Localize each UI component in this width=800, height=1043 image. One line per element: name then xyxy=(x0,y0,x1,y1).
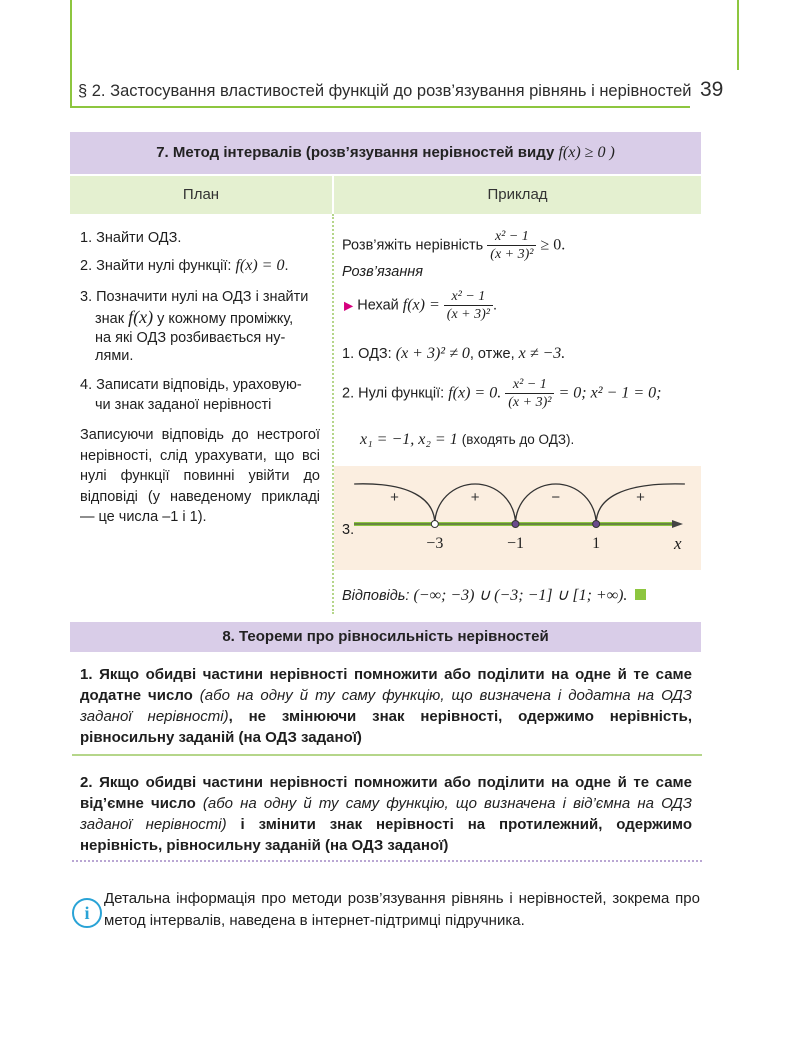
info-text: Детальна інформація про методи розв’язування рівнянь і нерівностей, зокрема про метод інтервалів, наведена в інтернет-підтримці підручника. xyxy=(104,890,700,929)
fraction-denominator: (x + 3)² xyxy=(446,307,490,322)
zeros-lhs: f(x) = 0. xyxy=(448,384,502,402)
frame-right-line xyxy=(737,0,739,70)
odz-math: (x + 3)² ≠ 0 xyxy=(395,345,470,362)
point-label: −1 xyxy=(506,535,524,552)
example-task xyxy=(342,228,565,263)
axis-arrow-icon xyxy=(672,520,683,528)
open-point xyxy=(431,521,438,528)
theorem-1 xyxy=(80,664,692,748)
section7-title-math: f(x) ≥ 0 ) xyxy=(558,144,615,161)
point-label: 1 xyxy=(592,535,601,552)
fraction-numerator: x² − 1 xyxy=(444,288,493,306)
page-number: 39 xyxy=(700,78,724,101)
column-header-example: Приклад xyxy=(334,176,701,214)
info-icon: i xyxy=(72,898,102,928)
plan-step-2 xyxy=(80,256,288,276)
example-zeros xyxy=(342,376,661,411)
odz-mid: , отже, xyxy=(469,346,515,362)
zeros-mid: = 0; xyxy=(558,384,587,402)
interval-sign: − xyxy=(551,489,561,506)
answer-label: Відповідь: xyxy=(342,588,410,604)
closed-point xyxy=(593,521,600,528)
roots-note: (входять до ОДЗ). xyxy=(461,432,575,447)
plan-step-3-b1: знак xyxy=(95,311,125,327)
plan-step-2-math: f(x) = 0 xyxy=(235,257,285,274)
running-header: § 2. Застосування властивостей функцій до розв’язування рівнянь і нерівностей xyxy=(78,82,692,100)
odz-result: x ≠ −3. xyxy=(518,345,566,362)
theorem-1-bold-a: 1. Якщо обидві частини нерівності помножити або поділити на одне й те саме додатне число xyxy=(80,666,692,704)
zeros-fraction xyxy=(505,376,554,411)
plan-note: Записуючи відповідь до нестрогої нерівності, слід урахувати, що всі нулі функції повинні увійти до відповіді (у наведеному прикладі — це числа –1 і 1). xyxy=(80,427,320,525)
solution-label: Розв’язання xyxy=(342,264,424,280)
plan-step-4-line-a: 4. Записати відповідь, ураховую- xyxy=(80,377,302,393)
plan-step-3-math: f(x) xyxy=(128,307,154,327)
theorem-2-bold-a: 2. Якщо обидві частини нерівності помножити або поділити на одне й те саме від’ємне число xyxy=(80,774,692,812)
plan-step-3-line-a: 3. Позначити нулі на ОДЗ і знайти xyxy=(80,289,309,305)
axis-label-x: x xyxy=(674,534,682,553)
fraction-numerator: x² − 1 xyxy=(505,376,554,394)
odz-label: 1. ОДЗ: xyxy=(342,346,392,362)
interval-sign: + xyxy=(470,489,480,506)
plan-step-3-line-b xyxy=(95,307,293,329)
plan-step-3-line-d: лями. xyxy=(95,348,134,364)
fraction-denominator: (x + 3)² xyxy=(490,247,534,262)
section7-title xyxy=(70,132,701,174)
zeros-tail: x² − 1 = 0; xyxy=(590,384,662,402)
example-answer xyxy=(342,586,646,606)
closed-point xyxy=(512,521,519,528)
theorem-2-bold-b: і змінити знак нерівності на протилежний, одержимо нерівність, рівносильну заданій (на ОДЗ заданої) xyxy=(80,816,692,854)
point-label: −3 xyxy=(426,535,444,552)
example-let-fraction xyxy=(444,288,493,323)
example-roots xyxy=(360,430,574,450)
number-line xyxy=(334,466,701,570)
example-let xyxy=(344,288,497,323)
frame-left-line xyxy=(70,0,72,108)
roots-math: x₁ = −1, x₂ = 1 xyxy=(360,431,458,448)
example-task-text: Розв’яжіть нерівність xyxy=(342,237,484,254)
column-header-plan: План xyxy=(70,176,332,214)
theorem-1-bold-b: , не змінюючи знак нерівності, одержимо нерівність, рівносильну заданій (на ОДЗ заданої) xyxy=(80,708,693,746)
interval-sign: + xyxy=(636,489,645,506)
fraction-numerator: x² − 1 xyxy=(487,228,536,246)
plan-step-3-b2: у кожному проміжку, xyxy=(157,311,294,327)
solution-start-marker-icon: ▶ xyxy=(344,298,354,313)
plan-step-1: 1. Знайти ОДЗ. xyxy=(80,230,182,246)
example-task-tail: ≥ 0. xyxy=(540,236,566,254)
section8-title: 8. Теореми про рівносильність нерівностей xyxy=(70,622,701,652)
zeros-label: 2. Нулі функції: xyxy=(342,385,445,402)
theorem-2-italic: (або на одну й ту саму функцію, що визначена і від’ємна на ОДЗ заданої нерівності) xyxy=(80,795,692,833)
example-let-lhs: f(x) = xyxy=(402,296,440,314)
number-line-step: 3. xyxy=(342,522,355,538)
example-task-fraction xyxy=(487,228,536,263)
section8-bottom-border xyxy=(72,860,702,862)
number-line-panel xyxy=(334,466,701,570)
interval-sign: + xyxy=(390,489,399,506)
plan-step-2-text: 2. Знайти нулі функції: xyxy=(80,258,232,274)
answer-math: (−∞; −3) ∪ (−3; −1] ∪ [1; +∞). xyxy=(413,587,628,604)
example-odz xyxy=(342,344,565,364)
plan-step-2-end: . xyxy=(284,258,289,274)
theorem-1-italic: (або на одну й ту саму функцію, що визначена і додатна на ОДЗ заданої нерівності) xyxy=(80,687,692,725)
plan-step-3-line-c: на які ОДЗ розбивається ну- xyxy=(95,330,286,346)
plan-step-4-line-b: чи знак заданої нерівності xyxy=(95,397,272,413)
theorem-2 xyxy=(80,772,692,856)
frame-bottom-line xyxy=(70,106,690,108)
fraction-denominator: (x + 3)² xyxy=(508,395,552,410)
theorem-divider xyxy=(72,754,702,756)
section7-title-text: 7. Метод інтервалів (розв’язування нерівностей виду xyxy=(156,144,555,161)
example-let-text: Нехай xyxy=(357,297,399,314)
example-let-tail: . xyxy=(492,297,498,314)
end-of-solution-icon xyxy=(635,589,646,600)
